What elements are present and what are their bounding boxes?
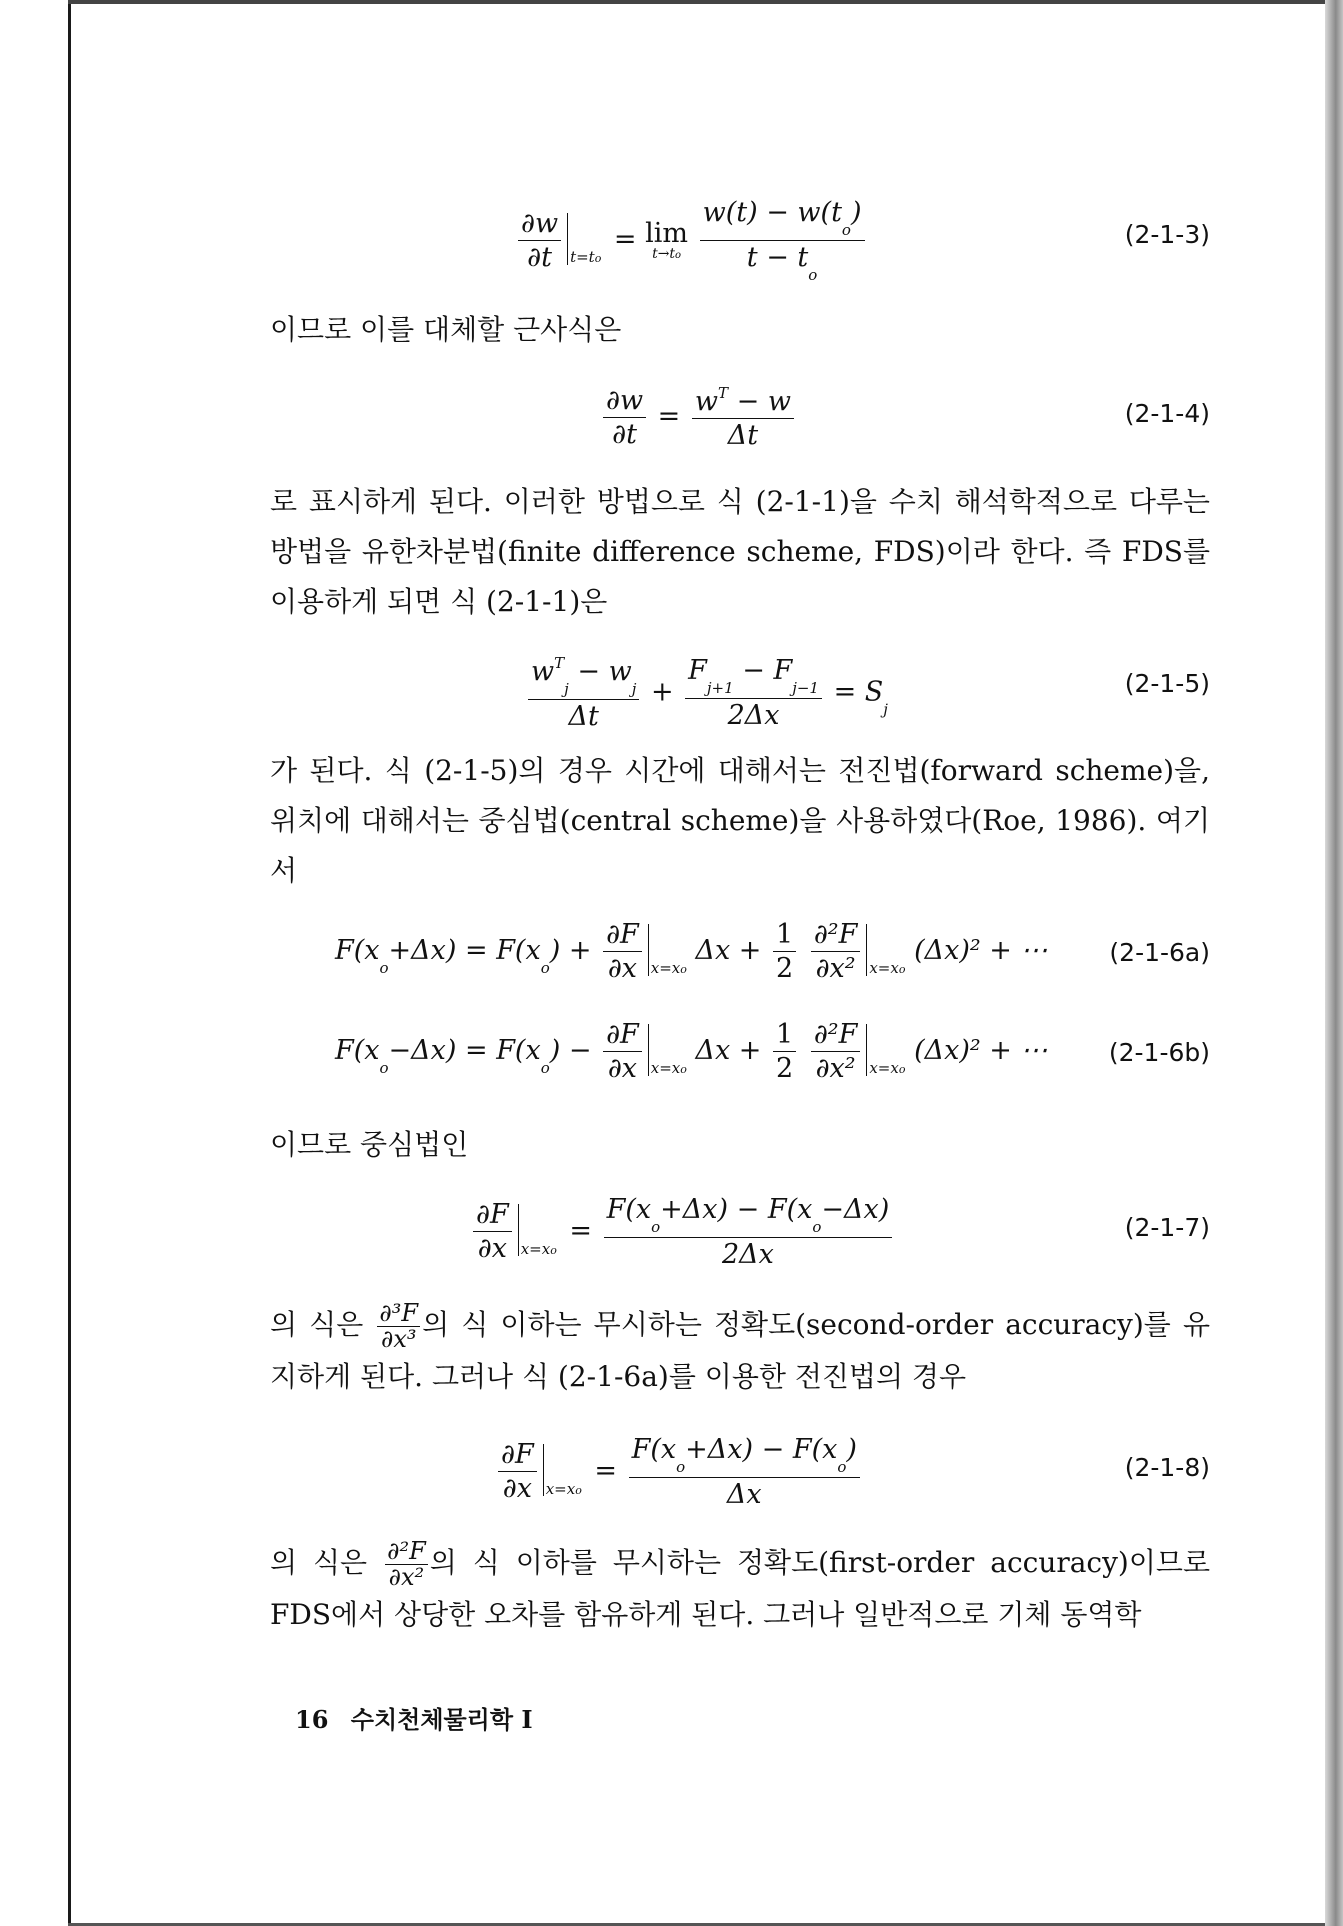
paragraph-6: 의 식은 $\frac{\text{∂²F}}{\text{∂x²}}$ 의 식 이하를 무시하는 정확도(first-order accuracy)이므로 FDS에서 상당한 오차를 함유하게 된다. 그러나 일반적으로 기체 동역학 — [270, 1536, 1210, 1632]
equation-2-1-5 — [270, 655, 1210, 735]
equation-body: $F(x_o+\Delta x) = F(x_o)$ + $\frac{\partial F}{\partial x}$ $_{x=xo}$ Δx + $\frac{1}{2}$ $\frac{\text{∂²F}}{\text{∂x²}}$ $_{x=xo}$ (Δx)² + ⋯ — [335, 919, 1048, 984]
equation-2-1-6b — [270, 1020, 1210, 1100]
document-page — [270, 0, 1210, 1926]
equation-number: (2-1-6b) — [1108, 1038, 1210, 1067]
paragraph-4: 이므로 중심법인 — [270, 1128, 469, 1161]
book-spine-shadow — [1325, 0, 1343, 1926]
equation-number: (2-1-4) — [1124, 399, 1210, 428]
equation-2-1-8 — [270, 1435, 1210, 1515]
page-number: 16 — [295, 1705, 329, 1734]
equation-2-1-3 — [270, 197, 1210, 284]
equation-number: (2-1-3) — [1124, 220, 1210, 249]
equation-body: $\frac{w^T_j - w_j}{\Delta t}$ + $\frac{F_{j+1} - F_{j-1}}{2\Delta x}$ = $S_j$ — [525, 655, 888, 731]
paragraph-5: 의 식은 $\frac{\text{∂³F}}{\text{∂x³}}$ 의 식 이하는 무시하는 정확도(second-order accuracy)를 유지하게 된다. 그러나 식 (2-1-6a)를 이용한 전진법의 경우 — [270, 1298, 1210, 1394]
equation-number: (2-1-5) — [1124, 669, 1210, 698]
paragraph-3: 가 된다. 식 (2-1-5)의 경우 시간에 대해서는 전진법(forward scheme)을, 위치에 대해서는 중심법(central scheme)을 사용하였다(Roe, 1986). 여기서 — [270, 754, 1210, 887]
page-footer — [295, 1700, 533, 1735]
equation-body: $\frac{\partial F}{\partial x}$ $_{x=xo}$ = $\frac{F(x_o+\Delta x) - F(x_o-\Delta x)}{2\Delta x}$ — [470, 1195, 895, 1269]
equation-body: $\frac{\partial w}{\partial t}$ $_{t=to}$ = lim t→to $\frac{w(t) - w(t_o)}{t - t_o}$ — [515, 198, 868, 283]
equation-body: $\frac{\partial F}{\partial x}$ $_{x=xo}$ = $\frac{F(x_o+\Delta x) - F(x_o)}{\Delta x}$ — [495, 1435, 863, 1509]
second-derivative-fraction: $\frac{\text{∂²F}}{\text{∂x²}}$ — [387, 1536, 426, 1591]
equation-body: $F(x_o-\Delta x) = F(x_o)$ − $\frac{\partial F}{\partial x}$ $_{x=xo}$ Δx + $\frac{1}{2}$ $\frac{\text{∂²F}}{\text{∂x²}}$ $_{x=xo}$ (Δx)² + ⋯ — [335, 1019, 1048, 1084]
book-title: 수치천체물리학 I — [350, 1705, 533, 1734]
equation-number: (2-1-6a) — [1109, 938, 1210, 967]
page-left-edge — [68, 0, 71, 1926]
equation-2-1-4 — [270, 385, 1210, 465]
scan-left-margin — [0, 0, 70, 1926]
paragraph-1: 이므로 이를 대체할 근사식은 — [270, 313, 622, 346]
equation-body: $\frac{\partial w}{\partial t}$ = $\frac{w^T - w}{\Delta t}$ — [600, 385, 797, 450]
equation-number: (2-1-8) — [1124, 1453, 1210, 1482]
equation-2-1-6a — [270, 920, 1210, 1000]
equation-2-1-7 — [270, 1195, 1210, 1275]
equation-number: (2-1-7) — [1124, 1213, 1210, 1242]
paragraph-2: 로 표시하게 된다. 이러한 방법으로 식 (2-1-1)을 수치 해석학적으로 다루는 방법을 유한차분법(finite difference scheme, FDS)이라 한다. 즉 FDS를 이용하게 되면 식 (2-1-1)은 — [270, 485, 1210, 618]
third-derivative-fraction: $\frac{\text{∂³F}}{\text{∂x³}}$ — [379, 1298, 419, 1353]
